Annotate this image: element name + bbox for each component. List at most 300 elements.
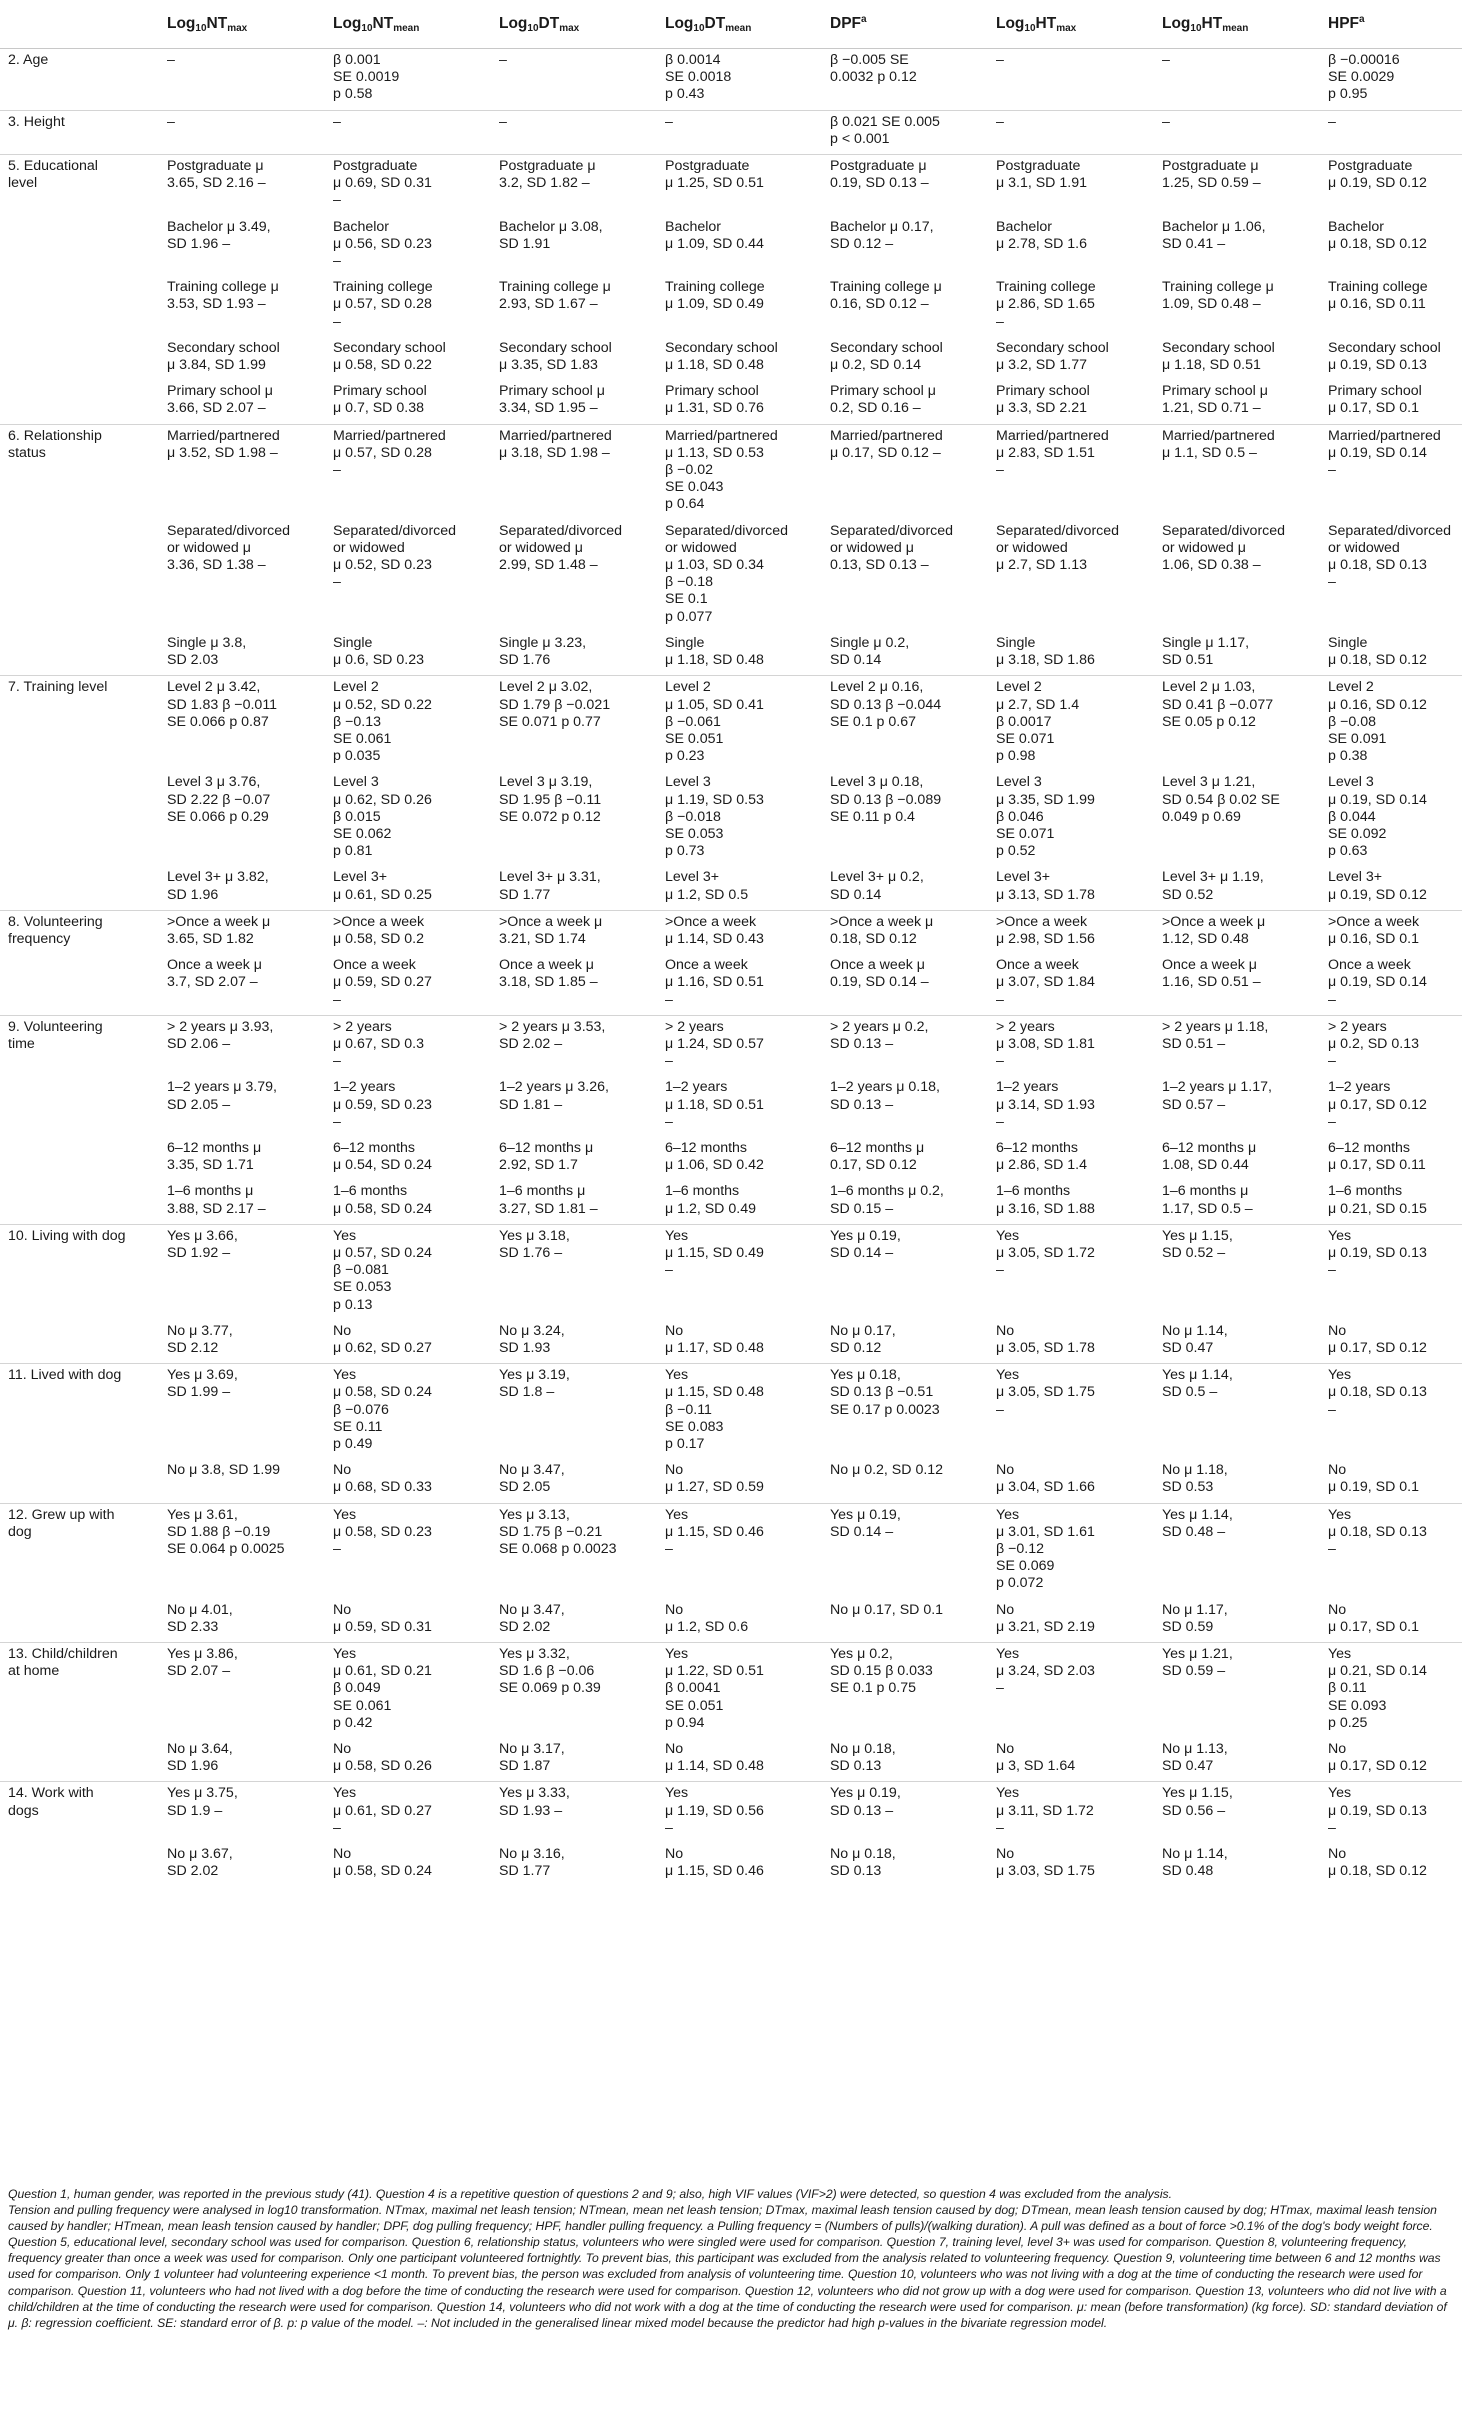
table-cell: Single μ 1.18, SD 0.48 <box>665 634 764 669</box>
table-cell: Postgraduate μ 0.19, SD 0.13 – <box>822 155 988 216</box>
table-cell: β 0.0014 SE 0.0018 p 0.43 <box>665 52 732 103</box>
table-cell: Married/partnered μ 2.83, SD 1.51 – <box>988 424 1154 520</box>
table-row <box>0 337 1462 380</box>
table-cell: Yes μ 3.33, SD 1.93 – <box>491 1782 657 1843</box>
table-cell: >Once a week μ 1.14, SD 0.43 <box>657 910 822 954</box>
table-cell: No μ 0.17, SD 0.12 <box>830 1322 896 1356</box>
table-cell: Primary school μ 1.21, SD 0.71 – <box>1162 383 1268 417</box>
row-label <box>0 866 159 910</box>
table-cell: >Once a week μ 3.65, SD 1.82 <box>159 910 325 954</box>
table-cell: Single μ 1.17, SD 0.51 <box>1162 634 1250 669</box>
table-cell: 1–6 months μ 3.16, SD 1.88 <box>996 1183 1095 1217</box>
table-cell: Once a week μ 0.19, SD 0.14 – <box>830 957 929 991</box>
table-cell: No μ 3.64, SD 1.96 <box>167 1741 233 1775</box>
table-cell: Training college μ 0.16, SD 0.12 – <box>830 279 942 313</box>
table-cell: No μ 0.58, SD 0.26 <box>333 1741 432 1775</box>
table-cell: Level 3 μ 0.62, SD 0.26 β 0.015 SE 0.062 p 0.81 <box>333 774 432 860</box>
table-cell: Once a week μ 1.16, SD 0.51 – <box>665 957 764 1008</box>
table-cell: Postgraduate μ 3.1, SD 1.91 <box>988 155 1154 216</box>
table-cell: Bachelor μ 0.18, SD 0.12 <box>1328 218 1427 252</box>
table-cell: Postgraduate μ 3.65, SD 2.16 – <box>159 155 325 216</box>
table-cell: No μ 3.21, SD 2.19 <box>996 1601 1095 1635</box>
table-cell: No μ 0.18, SD 0.12 <box>1328 1846 1427 1880</box>
table-cell: 6–12 months μ 0.54, SD 0.24 <box>333 1139 432 1174</box>
table-cell: Yes μ 3.11, SD 1.72 – <box>988 1782 1154 1843</box>
table-cell: – <box>491 110 657 154</box>
table-cell: Secondary school μ 3.35, SD 1.83 <box>499 339 612 374</box>
table-cell: No μ 1.17, SD 0.48 <box>665 1322 764 1356</box>
table-cell: No μ 1.13, SD 0.47 <box>1162 1741 1228 1775</box>
table-cell: Level 3 μ 0.18, SD 0.13 β −0.089 SE 0.11 p 0.4 <box>830 774 942 825</box>
table-cell: Primary school μ 0.7, SD 0.38 <box>333 383 427 417</box>
table-cell: >Once a week μ 0.16, SD 0.1 <box>1320 910 1462 954</box>
table-cell: Level 2 μ 1.05, SD 0.41 β −0.061 SE 0.051 p 0.23 <box>657 676 822 772</box>
table-cell: Primary school μ 3.66, SD 2.07 – <box>167 383 273 417</box>
table-cell: Yes μ 0.18, SD 0.13 – <box>1320 1503 1462 1599</box>
table-cell: Single μ 3.8, SD 2.03 <box>167 634 247 669</box>
table-cell: No μ 0.17, SD 0.12 <box>1328 1322 1427 1356</box>
table-cell: No μ 0.17, SD 0.12 <box>1328 1741 1427 1775</box>
table-cell: Yes μ 0.18, SD 0.13 β −0.51 SE 0.17 p 0.0023 <box>822 1364 988 1460</box>
row-label: 2. Age <box>8 52 49 68</box>
table-row <box>0 276 1462 337</box>
table-cell: Yes μ 3.05, SD 1.72 – <box>988 1224 1154 1320</box>
row-label <box>0 337 159 380</box>
table-cell: Once a week μ 3.18, SD 1.85 – <box>499 957 598 991</box>
table-cell: – <box>1320 110 1462 154</box>
table-cell: Once a week μ 3.7, SD 2.07 – <box>167 957 262 991</box>
table-cell: Training college μ 1.09, SD 0.49 <box>665 279 765 313</box>
table-cell: Level 3 μ 1.21, SD 0.54 β 0.02 SE 0.049 p 0.69 <box>1162 774 1280 825</box>
table-cell: Yes μ 3.66, SD 1.92 – <box>159 1224 325 1320</box>
table-cell: – <box>499 52 507 68</box>
table-cell: Level 3+ μ 1.19, SD 0.52 <box>1162 869 1264 903</box>
table-cell: Level 3+ μ 0.2, SD 0.14 <box>830 869 924 903</box>
row-label <box>0 380 159 424</box>
table-cell: No μ 3.05, SD 1.78 <box>996 1322 1095 1356</box>
table-cell: >Once a week μ 1.12, SD 0.48 <box>1154 910 1320 954</box>
table-cell: Primary school μ 3.3, SD 2.21 <box>996 383 1090 417</box>
table-row <box>0 110 1462 154</box>
table-cell: Secondary school μ 0.19, SD 0.13 <box>1328 339 1441 374</box>
table-cell: No μ 0.17, SD 0.1 <box>1328 1601 1419 1635</box>
table-cell: Primary school μ 1.31, SD 0.76 <box>665 383 764 417</box>
table-cell: No μ 0.59, SD 0.31 <box>333 1601 432 1635</box>
row-label <box>0 1180 159 1224</box>
table-cell: 6–12 months μ 1.06, SD 0.42 <box>665 1139 764 1174</box>
table-cell: Yes μ 0.2, SD 0.15 β 0.033 SE 0.1 p 0.75 <box>822 1643 988 1739</box>
table-cell: No μ 1.2, SD 0.6 <box>665 1601 749 1635</box>
table-cell: No μ 0.19, SD 0.1 <box>1328 1462 1419 1496</box>
table-cell: Separated/divorced or widowed μ 2.99, SD 1.48 – <box>499 522 623 574</box>
table-cell: No μ 3.16, SD 1.77 <box>499 1846 565 1880</box>
table-cell: Yes μ 1.14, SD 0.48 – <box>1154 1503 1320 1599</box>
table-cell: 6–12 months μ 3.35, SD 1.71 <box>167 1139 262 1174</box>
header-cell-dpfa: DPF$^a$ <box>822 0 988 49</box>
table-cell: >Once a week μ 3.21, SD 1.74 <box>491 910 657 954</box>
table-cell: No μ 3.03, SD 1.75 <box>996 1846 1095 1880</box>
table-row <box>0 910 1462 954</box>
table-cell: Primary school μ 0.2, SD 0.16 – <box>830 383 936 417</box>
table-cell: – <box>1162 52 1170 68</box>
table-cell: 1–2 years μ 0.59, SD 0.23 – <box>333 1079 432 1130</box>
table-cell: No μ 4.01, SD 2.33 <box>167 1601 233 1635</box>
table-row <box>0 1137 1462 1180</box>
table-cell: Yes μ 0.19, SD 0.13 – <box>1320 1224 1462 1320</box>
table-cell: Yes μ 0.21, SD 0.14 β 0.11 SE 0.093 p 0.25 <box>1320 1643 1462 1739</box>
table-cell: Yes μ 0.58, SD 0.24 β −0.076 SE 0.11 p 0.49 <box>325 1364 491 1460</box>
table-cell: Yes μ 0.61, SD 0.21 β 0.049 SE 0.061 p 0.42 <box>325 1643 491 1739</box>
table-cell: Yes μ 0.57, SD 0.24 β −0.081 SE 0.053 p 0.13 <box>325 1224 491 1320</box>
table-cell: Level 2 μ 3.42, SD 1.83 β −0.011 SE 0.066 p 0.87 <box>159 676 325 772</box>
table-cell: Single μ 0.18, SD 0.12 <box>1328 634 1427 669</box>
table-cell: 1–2 years μ 1.17, SD 0.57 – <box>1162 1079 1272 1113</box>
table-cell: 1–2 years μ 1.18, SD 0.51 – <box>665 1079 764 1130</box>
table-footnotes <box>8 2186 1456 2331</box>
table-cell: Level 2 μ 2.7, SD 1.4 β 0.0017 SE 0.071 p 0.98 <box>988 676 1154 772</box>
header-cell-log10ntmean: $Log_{10}NT_{mean}$ <box>325 0 491 49</box>
row-label <box>0 954 159 1015</box>
table-row <box>0 216 1462 277</box>
table-cell: β 0.001 SE 0.0019 p 0.58 <box>333 52 400 103</box>
table-cell: Yes μ 0.18, SD 0.13 – <box>1320 1364 1462 1460</box>
table-cell: Yes μ 3.86, SD 2.07 – <box>159 1643 325 1739</box>
table-cell: 1–6 months μ 0.2, SD 0.15 – <box>830 1183 944 1217</box>
footnote-line-1: Question 1, human gender, was reported in the previous study (41). Question 4 is a repetitive question of questions 2 and 9; also, high VIF values (VIF>2) were detected, so question 4 was excluded from the analysis. <box>8 2187 1173 2201</box>
table-cell: Married/partnered μ 3.52, SD 1.98 – <box>159 424 325 520</box>
table-cell: Level 3+ μ 3.31, SD 1.77 <box>499 869 601 903</box>
table-cell: Bachelor μ 1.09, SD 0.44 <box>665 218 764 252</box>
row-label <box>0 1738 159 1782</box>
row-label <box>0 1843 159 1886</box>
table-cell: Training college μ 0.16, SD 0.11 <box>1328 279 1428 313</box>
table-cell: No μ 3.04, SD 1.66 <box>996 1462 1095 1496</box>
table-cell: Level 3 μ 3.76, SD 2.22 β −0.07 SE 0.066 p 0.29 <box>167 774 271 825</box>
table-cell: Yes μ 3.05, SD 1.75 – <box>988 1364 1154 1460</box>
table-cell: 1–6 months μ 0.58, SD 0.24 <box>333 1183 432 1217</box>
table-cell: β 0.021 SE 0.005 p < 0.001 <box>822 110 988 154</box>
table-cell: Level 3+ μ 1.2, SD 0.5 <box>665 869 749 903</box>
table-cell: Secondary school μ 3.2, SD 1.77 <box>996 339 1109 374</box>
header-cell-log10ntmax: $Log_{10}NT_{max}$ <box>159 0 325 49</box>
row-label: 11. Lived with dog <box>0 1364 159 1460</box>
table-cell: Yes μ 3.32, SD 1.6 β −0.06 SE 0.069 p 0.39 <box>491 1643 657 1739</box>
row-label: 13. Child/children at home <box>0 1643 159 1739</box>
table-cell: Level 2 μ 3.02, SD 1.79 β −0.021 SE 0.071 p 0.77 <box>491 676 657 772</box>
row-label <box>0 1076 159 1137</box>
row-label <box>0 1320 159 1364</box>
table-cell: Secondary school μ 1.18, SD 0.51 <box>1162 339 1275 374</box>
table-cell: Training college μ 3.53, SD 1.93 – <box>167 279 279 313</box>
table-cell: Training college μ 2.86, SD 1.65 – <box>996 279 1096 330</box>
row-label: 9. Volunteering time <box>0 1015 159 1076</box>
table-row <box>0 424 1462 520</box>
row-label <box>0 1137 159 1180</box>
row-label <box>0 1459 159 1503</box>
table-row <box>0 954 1462 1015</box>
table-cell: Yes μ 1.15, SD 0.49 – <box>657 1224 822 1320</box>
table-cell: Postgraduate μ 0.69, SD 0.31 – <box>325 155 491 216</box>
table-cell: Once a week μ 1.16, SD 0.51 – <box>1162 957 1261 991</box>
table-cell: Once a week μ 0.19, SD 0.14 – <box>1328 957 1427 1008</box>
row-label: 6. Relationship status <box>0 424 159 520</box>
table-cell: Once a week μ 0.59, SD 0.27 – <box>333 957 432 1008</box>
table-cell: >Once a week μ 0.58, SD 0.2 <box>325 910 491 954</box>
table-cell: Level 3 μ 3.19, SD 1.95 β −0.11 SE 0.072 p 0.12 <box>499 774 602 825</box>
table-row <box>0 1782 1462 1843</box>
table-cell: 1–6 months μ 0.21, SD 0.15 <box>1328 1183 1427 1217</box>
table-cell: No μ 3.24, SD 1.93 <box>499 1322 565 1356</box>
table-cell: Primary school μ 0.17, SD 0.1 <box>1328 383 1422 417</box>
table-cell: No μ 0.2, SD 0.12 <box>830 1462 944 1479</box>
table-cell: Married/partnered μ 1.1, SD 0.5 – <box>1154 424 1320 520</box>
table-cell: Yes μ 0.58, SD 0.23 – <box>325 1503 491 1599</box>
table-cell: > 2 years μ 3.93, SD 2.06 – <box>159 1015 325 1076</box>
table-cell: Yes μ 3.18, SD 1.76 – <box>491 1224 657 1320</box>
table-cell: Yes μ 3.75, SD 1.9 – <box>159 1782 325 1843</box>
table-cell: 1–6 months μ 1.2, SD 0.49 <box>665 1183 756 1217</box>
table-row <box>0 1320 1462 1364</box>
table-cell: No μ 1.15, SD 0.46 <box>665 1846 764 1880</box>
table-cell: β −0.00016 SE 0.0029 p 0.95 <box>1328 52 1400 103</box>
row-label: 7. Training level <box>0 676 159 772</box>
table-header-row <box>0 0 1462 49</box>
table-cell: > 2 years μ 0.67, SD 0.3 – <box>325 1015 491 1076</box>
table-row <box>0 1015 1462 1076</box>
table-cell: 1–2 years μ 0.18, SD 0.13 – <box>830 1079 940 1113</box>
row-label <box>0 276 159 337</box>
table-row <box>0 49 1462 111</box>
header-cell-log10htmean: $Log_{10}HT_{mean}$ <box>1154 0 1320 49</box>
table-cell: Training college μ 2.93, SD 1.67 – <box>499 279 611 313</box>
table-cell: Level 3+ μ 3.82, SD 1.96 <box>167 869 269 903</box>
row-label: 3. Height <box>0 110 159 154</box>
table-row <box>0 1180 1462 1224</box>
table-cell: 1–2 years μ 3.79, SD 2.05 – <box>167 1079 277 1113</box>
table-cell: Bachelor μ 0.17, SD 0.12 – <box>830 218 934 252</box>
table-cell: 1–6 months μ 1.17, SD 0.5 – <box>1162 1183 1253 1217</box>
table-cell: Separated/divorced or widowed μ 1.06, SD 0.38 – <box>1162 522 1286 574</box>
table-cell: Single μ 3.23, SD 1.76 <box>499 634 587 669</box>
table-cell: Primary school μ 3.34, SD 1.95 – <box>499 383 605 417</box>
table-cell: – <box>159 110 325 154</box>
table-row <box>0 1459 1462 1503</box>
table-cell: Yes μ 1.15, SD 0.46 – <box>657 1503 822 1599</box>
table-cell: Level 3 μ 3.35, SD 1.99 β 0.046 SE 0.071 p 0.52 <box>996 774 1095 860</box>
table-cell: > 2 years μ 0.2, SD 0.13 – <box>822 1015 988 1076</box>
table-row <box>0 771 1462 866</box>
table-cell: – <box>325 110 491 154</box>
table-cell: > 2 years μ 3.53, SD 2.02 – <box>491 1015 657 1076</box>
table-cell: Yes μ 0.19, SD 0.14 – <box>822 1224 988 1320</box>
table-cell: No μ 0.68, SD 0.33 <box>333 1462 432 1496</box>
row-label <box>0 632 159 676</box>
table-cell: Yes μ 0.19, SD 0.13 – <box>1320 1782 1462 1843</box>
table-row <box>0 1843 1462 1886</box>
row-label: 12. Grew up with dog <box>0 1503 159 1599</box>
table-row <box>0 1643 1462 1739</box>
table-cell: Yes μ 3.19, SD 1.8 – <box>491 1364 657 1460</box>
table-cell: Yes μ 3.13, SD 1.75 β −0.21 SE 0.068 p 0.0023 <box>491 1503 657 1599</box>
table-cell: Postgraduate μ 1.25, SD 0.51 <box>657 155 822 216</box>
table-cell: 1–2 years μ 3.14, SD 1.93 – <box>996 1079 1095 1130</box>
table-cell: Yes μ 1.22, SD 0.51 β 0.0041 SE 0.051 p 0.94 <box>657 1643 822 1739</box>
table-cell: Yes μ 3.69, SD 1.99 – <box>159 1364 325 1460</box>
table-row <box>0 520 1462 632</box>
table-cell: > 2 years μ 0.2, SD 0.13 – <box>1320 1015 1462 1076</box>
row-label: 5. Educational level <box>0 155 159 216</box>
table-cell: Yes μ 3.24, SD 2.03 – <box>988 1643 1154 1739</box>
table-cell: Yes μ 3.61, SD 1.88 β −0.19 SE 0.064 p 0.0025 <box>159 1503 325 1599</box>
table-cell: Postgraduate μ 3.2, SD 1.82 – <box>491 155 657 216</box>
table-cell: Training college μ 1.09, SD 0.48 – <box>1162 279 1274 313</box>
table-cell: No μ 1.27, SD 0.59 <box>665 1462 764 1496</box>
table-cell: No μ 0.18, SD 0.13 <box>830 1741 896 1775</box>
table-body <box>0 49 1462 1887</box>
table-cell: No μ 0.18, SD 0.13 <box>830 1846 896 1880</box>
table-cell: > 2 years μ 3.08, SD 1.81 – <box>988 1015 1154 1076</box>
header-cell-hpfa: HPF$^a$ <box>1320 0 1462 49</box>
table-cell: Yes μ 1.15, SD 0.52 – <box>1154 1224 1320 1320</box>
header-cell-blank <box>0 0 159 49</box>
table-cell: 1–2 years μ 3.26, SD 1.81 – <box>499 1079 609 1113</box>
table-cell: >Once a week μ 2.98, SD 1.56 <box>988 910 1154 954</box>
table-cell: Secondary school μ 0.58, SD 0.22 <box>333 339 446 374</box>
table-cell: Level 2 μ 0.52, SD 0.22 β −0.13 SE 0.061 p 0.035 <box>325 676 491 772</box>
row-label <box>0 216 159 277</box>
table-cell: Yes μ 1.19, SD 0.56 – <box>657 1782 822 1843</box>
table-cell: 1–6 months μ 3.27, SD 1.81 – <box>499 1183 598 1217</box>
table-cell: Married/partnered μ 0.17, SD 0.12 – <box>822 424 988 520</box>
table-cell: – <box>988 110 1154 154</box>
table-cell: No μ 3, SD 1.64 <box>996 1741 1076 1775</box>
table-cell: Level 3+ μ 0.61, SD 0.25 <box>333 869 432 903</box>
table-cell: 6–12 months μ 2.86, SD 1.4 <box>996 1139 1087 1174</box>
table-cell: No μ 0.62, SD 0.27 <box>333 1322 432 1356</box>
table-cell: Yes μ 1.14, SD 0.5 – <box>1154 1364 1320 1460</box>
table-cell: > 2 years μ 1.24, SD 0.57 – <box>657 1015 822 1076</box>
table-cell: Bachelor μ 1.06, SD 0.41 – <box>1162 218 1266 252</box>
table-cell: Bachelor μ 2.78, SD 1.6 <box>996 218 1087 252</box>
table-cell: 6–12 months μ 2.92, SD 1.7 <box>499 1139 594 1174</box>
table-cell: >Once a week μ 0.18, SD 0.12 <box>822 910 988 954</box>
table-cell: No μ 0.17, SD 0.1 <box>830 1601 944 1618</box>
table-cell: Once a week μ 3.07, SD 1.84 – <box>996 957 1095 1008</box>
table-cell: Yes μ 0.61, SD 0.27 – <box>325 1782 491 1843</box>
table-cell: Separated/divorced or widowed μ 1.03, SD 0.34 β −0.18 SE 0.1 p 0.077 <box>665 522 789 625</box>
header-cell-log10dtmean: $Log_{10}DT_{mean}$ <box>657 0 822 49</box>
table-cell: No μ 3.8, SD 1.99 <box>167 1462 281 1479</box>
table-row <box>0 866 1462 910</box>
row-label <box>0 520 159 632</box>
table-cell: Married/partnered μ 1.13, SD 0.53 β −0.02 SE 0.043 p 0.64 <box>657 424 822 520</box>
table-cell: No μ 3.77, SD 2.12 <box>167 1322 233 1356</box>
table-cell: No μ 1.18, SD 0.53 <box>1162 1462 1228 1496</box>
footnote-line-2: Tension and pulling frequency were analysed in log10 transformation. NTmax, maximal net leash tension; NTmean, mean net leash tension; DTmax, maximal leash tension caused by dog; DTmean, mean leash tension caused by dog; HTmax, maximal leash tension caused by handler; HTmean, mean leash tension caused by handler; DPF, dog pulling frequency; HPF, handler pulling frequency. a Pulling frequency = (Numbers of pulls)/(walking duration). A pull was defined as a bout of force >0.1% of the dog's body weight force. Question 5, educational level, secondary school was used for comparison. Question 6, relationship status, volunteers who were singled were used for comparison. Question 7, training level, level 3+ was used for comparison. Question 8, volunteering frequency, frequency greater than once a week was used for comparison. Only one participant volunteered fortnightly. To prevent bias, this participant was excluded from the analysis related to volunteering frequency. Question 9, volunteering time between 6 and 12 months was used for comparison. Only 1 volunteer had volunteering experience <1 month. To prevent bias, the person was excluded from analysis of volunteering time. Question 10, volunteers who was not living with a dog at the time of conducting the research were used for comparison. Question 11, volunteers who had not lived with a dog before the time of conducting the research were used for comparison. Question 12, volunteers who did not grow up with a dog were used for comparison. Question 13, volunteers who did not live with a child/children at the time of conducting the research were used for comparison. Question 14, volunteers who did not work with a dog at the time of conducting the research were used for comparison. μ: mean (before transformation) (kg force). SD: standard deviation of μ. β: regression coefficient. SE: standard error of β. p: p value of the model. –: Not included in the generalised linear mixed model because the predictor had high p-values in the bivariate regression model. <box>8 2203 1447 2330</box>
table-cell: – <box>657 110 822 154</box>
table-cell: – <box>996 52 1004 68</box>
table-row <box>0 632 1462 676</box>
table-cell: Single μ 0.2, SD 0.14 <box>830 634 910 669</box>
table-cell: Bachelor μ 3.08, SD 1.91 <box>499 218 603 252</box>
table-cell: 6–12 months μ 1.08, SD 0.44 <box>1162 1139 1257 1174</box>
table-cell: Level 2 μ 1.03, SD 0.41 β −0.077 SE 0.05 p 0.12 <box>1154 676 1320 772</box>
table-cell: > 2 years μ 1.18, SD 0.51 – <box>1154 1015 1320 1076</box>
table-row <box>0 1364 1462 1460</box>
table-cell: No μ 1.14, SD 0.48 <box>1162 1846 1228 1880</box>
table-cell: 1–2 years μ 0.17, SD 0.12 – <box>1328 1079 1427 1130</box>
table-cell: 1–6 months μ 3.88, SD 2.17 – <box>167 1183 266 1217</box>
table-cell: Separated/divorced or widowed μ 0.18, SD 0.13 – <box>1328 522 1452 591</box>
table-cell: – <box>167 52 175 68</box>
table-cell: Yes μ 3.01, SD 1.61 β −0.12 SE 0.069 p 0.072 <box>988 1503 1154 1599</box>
table-cell: No μ 1.14, SD 0.48 <box>665 1741 764 1775</box>
row-label: 10. Living with dog <box>0 1224 159 1320</box>
table-cell: – <box>1154 110 1320 154</box>
row-label: 14. Work with dogs <box>0 1782 159 1843</box>
table-cell: Married/partnered μ 0.57, SD 0.28 – <box>325 424 491 520</box>
table-cell: Single μ 3.18, SD 1.86 <box>996 634 1095 669</box>
table-cell: No μ 1.14, SD 0.47 <box>1162 1322 1228 1356</box>
table-cell: Secondary school μ 1.18, SD 0.48 <box>665 339 778 374</box>
table-cell: No μ 0.58, SD 0.24 <box>333 1846 432 1880</box>
table-row <box>0 380 1462 424</box>
table-cell: Yes μ 0.19, SD 0.13 – <box>822 1782 988 1843</box>
row-label: 8. Volunteering frequency <box>0 910 159 954</box>
row-label <box>0 1599 159 1643</box>
table-cell: No μ 3.47, SD 2.05 <box>499 1462 565 1496</box>
table-cell: Level 3+ μ 3.13, SD 1.78 <box>996 869 1095 903</box>
table-cell: Level 3 μ 1.19, SD 0.53 β −0.018 SE 0.053 p 0.73 <box>665 774 764 860</box>
table-cell: Bachelor μ 3.49, SD 1.96 – <box>167 218 271 252</box>
table-cell: Secondary school μ 0.2, SD 0.14 <box>830 339 943 374</box>
table-cell: Separated/divorced or widowed μ 0.52, SD 0.23 – <box>333 522 457 591</box>
table-cell: 6–12 months μ 0.17, SD 0.11 <box>1328 1139 1426 1174</box>
table-cell: 6–12 months μ 0.17, SD 0.12 <box>830 1139 925 1174</box>
table-cell: Level 2 μ 0.16, SD 0.12 β −0.08 SE 0.091 p 0.38 <box>1320 676 1462 772</box>
table-cell: Separated/divorced or widowed μ 0.13, SD 0.13 – <box>830 522 954 574</box>
table-cell: Yes μ 1.15, SD 0.56 – <box>1154 1782 1320 1843</box>
table-cell: No μ 3.67, SD 2.02 <box>167 1846 233 1880</box>
table-cell: Yes μ 1.21, SD 0.59 – <box>1154 1643 1320 1739</box>
table-cell: β −0.005 SE 0.0032 p 0.12 <box>830 52 917 86</box>
table-cell: Level 3 μ 0.19, SD 0.14 β 0.044 SE 0.092 p 0.63 <box>1328 774 1427 860</box>
table-cell: Level 2 μ 0.16, SD 0.13 β −0.044 SE 0.1 p 0.67 <box>822 676 988 772</box>
table-row <box>0 1224 1462 1320</box>
table-row <box>0 1076 1462 1137</box>
table-cell: Secondary school μ 3.84, SD 1.99 <box>167 339 280 374</box>
header-cell-log10htmax: $Log_{10}HT_{max}$ <box>988 0 1154 49</box>
table-cell: Married/partnered μ 0.19, SD 0.14 – <box>1320 424 1462 520</box>
table-row <box>0 155 1462 216</box>
table-cell: Postgraduate μ 0.19, SD 0.12 <box>1320 155 1462 216</box>
table-cell: Single μ 0.6, SD 0.23 <box>333 634 424 669</box>
table-cell: Separated/divorced or widowed μ 2.7, SD 1.13 <box>996 522 1120 574</box>
table-cell: Yes μ 0.19, SD 0.14 – <box>822 1503 988 1599</box>
table-cell: Yes μ 1.15, SD 0.48 β −0.11 SE 0.083 p 0.17 <box>657 1364 822 1460</box>
table-row <box>0 1503 1462 1599</box>
table-cell: Married/partnered μ 3.18, SD 1.98 – <box>491 424 657 520</box>
header-cell-log10dtmax: $Log_{10}DT_{max}$ <box>491 0 657 49</box>
table-row <box>0 1738 1462 1782</box>
table-cell: Separated/divorced or widowed μ 3.36, SD 1.38 – <box>167 522 291 574</box>
table-row <box>0 676 1462 772</box>
table-cell: Postgraduate μ 1.25, SD 0.59 – <box>1154 155 1320 216</box>
table-cell: No μ 3.47, SD 2.02 <box>499 1601 565 1635</box>
table-cell: No μ 3.17, SD 1.87 <box>499 1741 565 1775</box>
table-cell: Bachelor μ 0.56, SD 0.23 – <box>333 218 432 270</box>
row-label <box>0 771 159 866</box>
